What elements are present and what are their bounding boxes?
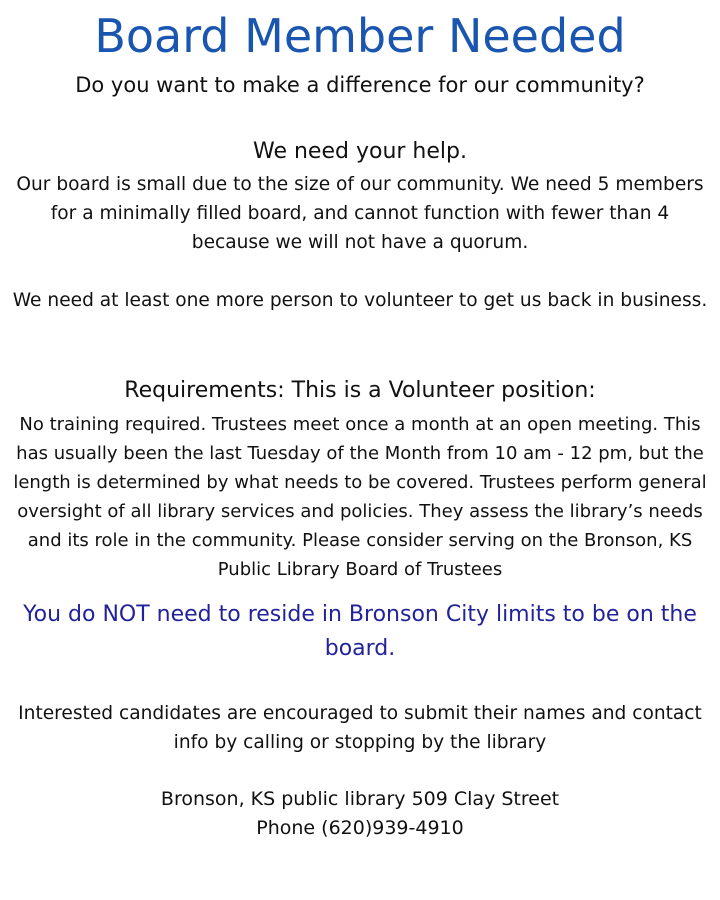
contact-block [0, 785, 720, 843]
board-size-paragraph: Our board is small due to the size of our community. We need 5 members for a minimally filled board, and cannot function with fewer than 4 because we will not have a quorum. [16, 174, 704, 253]
library-phone: Phone (620)939-4910 [256, 817, 464, 839]
interest-paragraph: Interested candidates are encouraged to submit their names and contact info by calling or stopping by the library [18, 703, 702, 753]
flyer-title: Board Member Needed [94, 9, 626, 63]
help-heading: We need your help. [253, 139, 467, 164]
requirements-heading: Requirements: This is a Volunteer position: [124, 378, 596, 403]
requirements-paragraph: No training required. Trustees meet once a month at an open meeting. This has usually been the last Tuesday of the Month from 10 am - 12 pm, but the length is determined by what needs to be covered. Trustees perform general oversight of all library services and policies. They assess the library’s needs and its role in the community. Please consider serving on the Bronson, KS Public Library Board of Trustees [13, 414, 707, 580]
volunteer-paragraph: We need at least one more person to volunteer to get us back in business. [12, 290, 708, 311]
flyer-subtitle: Do you want to make a difference for our community? [75, 73, 645, 97]
library-address: Bronson, KS public library 509 Clay Street [160, 788, 560, 810]
residence-note: You do NOT need to reside in Bronson City limits to be on the board. [23, 602, 697, 661]
